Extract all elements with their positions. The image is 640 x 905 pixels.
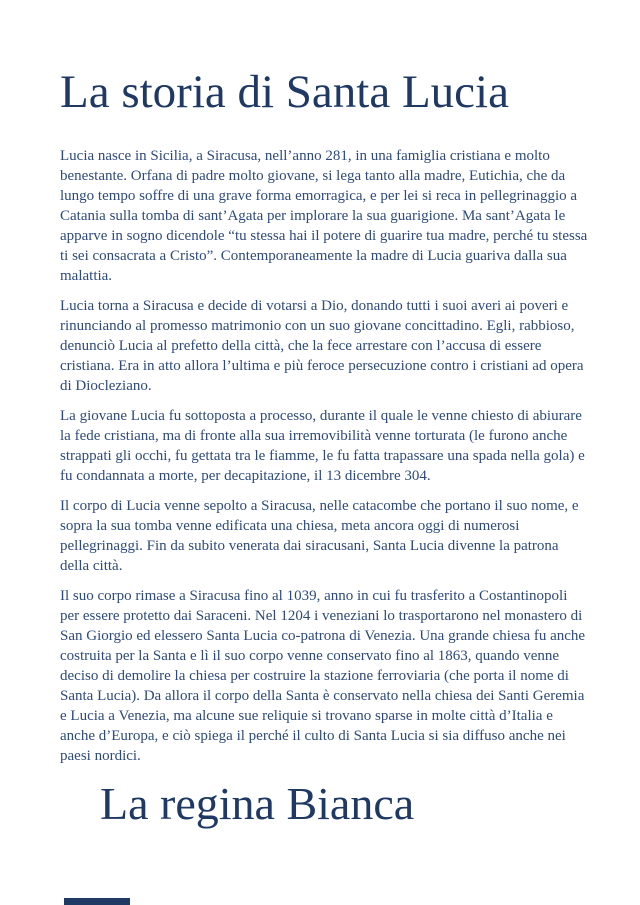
paragraph-trial: La giovane Lucia fu sottoposta a processo, durante il quale le venne chiesto di abiurare la fede cristiana, ma di fronte alla sua irremovibilità venne torturata (le furono anche strappati gli occhi, fu gettata tra le fiamme, le fu fatta trapassare una spada nella gola) e fu condannata a morte, per decapitazione, il 13 dicembre 304. <box>60 408 585 485</box>
paragraph-return-siracusa: Lucia torna a Siracusa e decide di votarsi a Dio, donando tutti i suoi averi ai poveri e rinunciando al promesso matrimonio con un suo giovane concittadino. Egli, rabbioso, denunciò Lucia al prefetto della città, che la fece arrestare con l’accusa di essere cristiana. Era in atto allora l’ultima e più feroce persecuzione contro i cristiani ad opera di Diocleziano. <box>60 298 584 395</box>
paragraph-relics: Il suo corpo rimase a Siracusa fino al 1039, anno in cui fu trasferito a Costantinopoli per essere protetto dai Saraceni. Nel 1204 i veneziani lo trasportarono nel monastero di San Giorgio ed elessero Santa Lucia co-patrona di Venezia. Una grande chiesa fu anche costruita per la Santa e lì il suo corpo venne conservato fino al 1863, quando venne deciso di demolire la chiesa per costruire la stazione ferroviaria (che porta il nome di Santa Lucia). Da allora il corpo della Santa è conservato nella chiesa dei Santi Geremia e Lucia a Venezia, ma alcune sue reliquie si trovano sparse in molte città d’Italia e anche d’Europa, e ciò spiega il perché il culto di Santa Lucia si sia diffuso anche nei paesi nordici. <box>60 588 586 765</box>
paragraph-burial: Il corpo di Lucia venne sepolto a Siracusa, nelle catacombe che portano il suo nome, e sopra la sua tomba venne edificata una chiesa, meta ancora oggi di numerosi pellegrinaggi. Fin da subito venerata dai siracusani, Santa Lucia divenne la patrona della città. <box>60 498 579 575</box>
paragraph-lucia-birth: Lucia nasce in Sicilia, a Siracusa, nell’anno 281, in una famiglia cristiana e molto benestante. Orfana di padre molto giovane, si lega tanto alla madre, Eutichia, che da lungo tempo soffre di una grave forma emorragica, e per lei si reca in pellegrinaggio a Catania sulla tomba di sant’Agata per implorare la sua guarigione. Ma sant’Agata le apparve in sogno dicendole “tu stessa hai il potere di guarire tua madre, perché tu stessa ti sei consacrata a Cristo”. Contemporaneamente la madre di Lucia guariva dalla sua malattia. <box>60 148 588 285</box>
section-heading: La regina Bianca <box>100 778 415 830</box>
document-title: La storia di Santa Lucia <box>60 66 509 118</box>
next-section-image-cutoff <box>64 898 130 905</box>
